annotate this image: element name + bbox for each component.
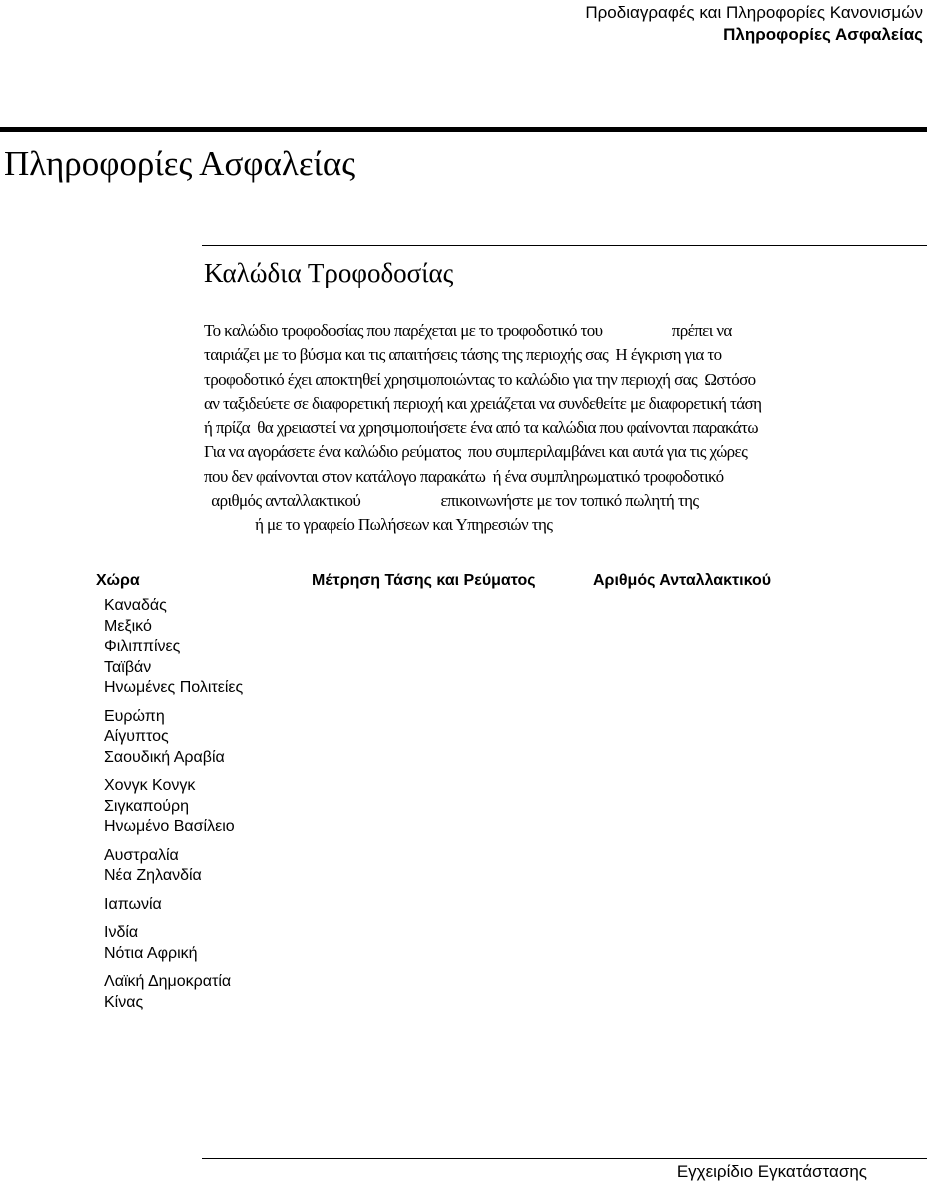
- column-header-voltage: Μέτρηση Τάσης και Ρεύματος: [312, 572, 536, 589]
- country-name: Ταϊβάν: [104, 658, 152, 676]
- body-line: αριθμός ανταλλακτικού επικοινωνήστε με τον τοπικό πωλητή της: [204, 491, 699, 511]
- section-rule: [202, 245, 927, 246]
- country-name: Κίνας: [104, 993, 144, 1011]
- country-name: Αίγυπτος: [104, 728, 169, 745]
- top-rule: [0, 127, 927, 132]
- country-group: [104, 846, 243, 887]
- country-name: Σαουδική Αραβία: [104, 748, 225, 766]
- country-group: [104, 895, 243, 916]
- country-group: [104, 776, 243, 838]
- section-title: Καλώδια Τροφοδοσίας: [204, 258, 454, 288]
- body-line: ή με το γραφείο Πωλήσεων και Υπηρεσιών της: [204, 515, 553, 535]
- country-name: Ιαπωνία: [104, 895, 162, 913]
- country-name: Ηνωμένο Βασίλειο: [104, 818, 235, 835]
- country-name: Χονγκ Κονγκ: [104, 777, 196, 794]
- country-name: Καναδάς: [104, 597, 167, 614]
- country-name: Νότια Αφρική: [104, 944, 198, 962]
- running-header: [585, 2, 923, 46]
- body-line: ή πρίζα θα χρειαστεί να χρησιμοποιήσετε ένα από τα καλώδια που φαίνονται παρακάτω: [204, 418, 758, 438]
- column-header-part-number: Αριθμός Ανταλλακτικού: [593, 572, 772, 589]
- body-line: Το καλώδιο τροφοδοσίας που παρέχεται με το τροφοδοτικό του πρέπει να: [204, 321, 732, 340]
- body-line: αν ταξιδεύετε σε διαφορετική περιοχή και χρειάζεται να συνδεθείτε με διαφορετική τάση: [204, 393, 762, 413]
- country-name: Φιλιππίνες: [104, 638, 181, 655]
- country-name: Αυστραλία: [104, 846, 179, 864]
- body-line: Για να αγοράσετε ένα καλώδιο ρεύματος που συμπεριλαμβάνει και αυτά για τις χώρες: [204, 442, 748, 462]
- section-body: [204, 319, 761, 538]
- page-title: Πληροφορίες Ασφαλείας: [4, 144, 356, 183]
- country-name: Λαϊκή Δημοκρατία: [104, 973, 232, 990]
- body-line: ταιριάζει με το βύσμα και τις απαιτήσεις τάσης της περιοχής σας Η έγκριση για το: [204, 345, 722, 365]
- country-name: Ηνωμένες Πολιτείες: [104, 679, 244, 696]
- running-header-chapter: Προδιαγραφές και Πληροφορίες Κανονισμών: [585, 3, 923, 22]
- country-group: [104, 972, 243, 1013]
- country-list: [104, 596, 243, 1021]
- body-line: τροφοδοτικό έχει αποκτηθεί χρησιμοποιώντας το καλώδιο για την περιοχή σας Ωστόσο: [204, 369, 756, 389]
- country-name: Σιγκαπούρη: [104, 797, 189, 815]
- column-header-country: Χώρα: [96, 572, 140, 589]
- country-group: [104, 707, 243, 769]
- country-group: [104, 596, 243, 699]
- country-name: Ευρώπη: [104, 707, 165, 725]
- country-name: Μεξικό: [104, 617, 152, 635]
- country-group: [104, 923, 243, 964]
- running-footer: Εγχειρίδιο Εγκατάστασης: [676, 1162, 867, 1181]
- body-line: που δεν φαίνονται στον κατάλογο παρακάτω ή ένα συμπληρωματικό τροφοδοτικό: [204, 466, 724, 486]
- bottom-rule: [202, 1158, 927, 1159]
- country-name: Ινδία: [104, 924, 139, 941]
- country-name: Νέα Ζηλανδία: [104, 867, 202, 884]
- running-header-section: Πληροφορίες Ασφαλείας: [723, 25, 923, 44]
